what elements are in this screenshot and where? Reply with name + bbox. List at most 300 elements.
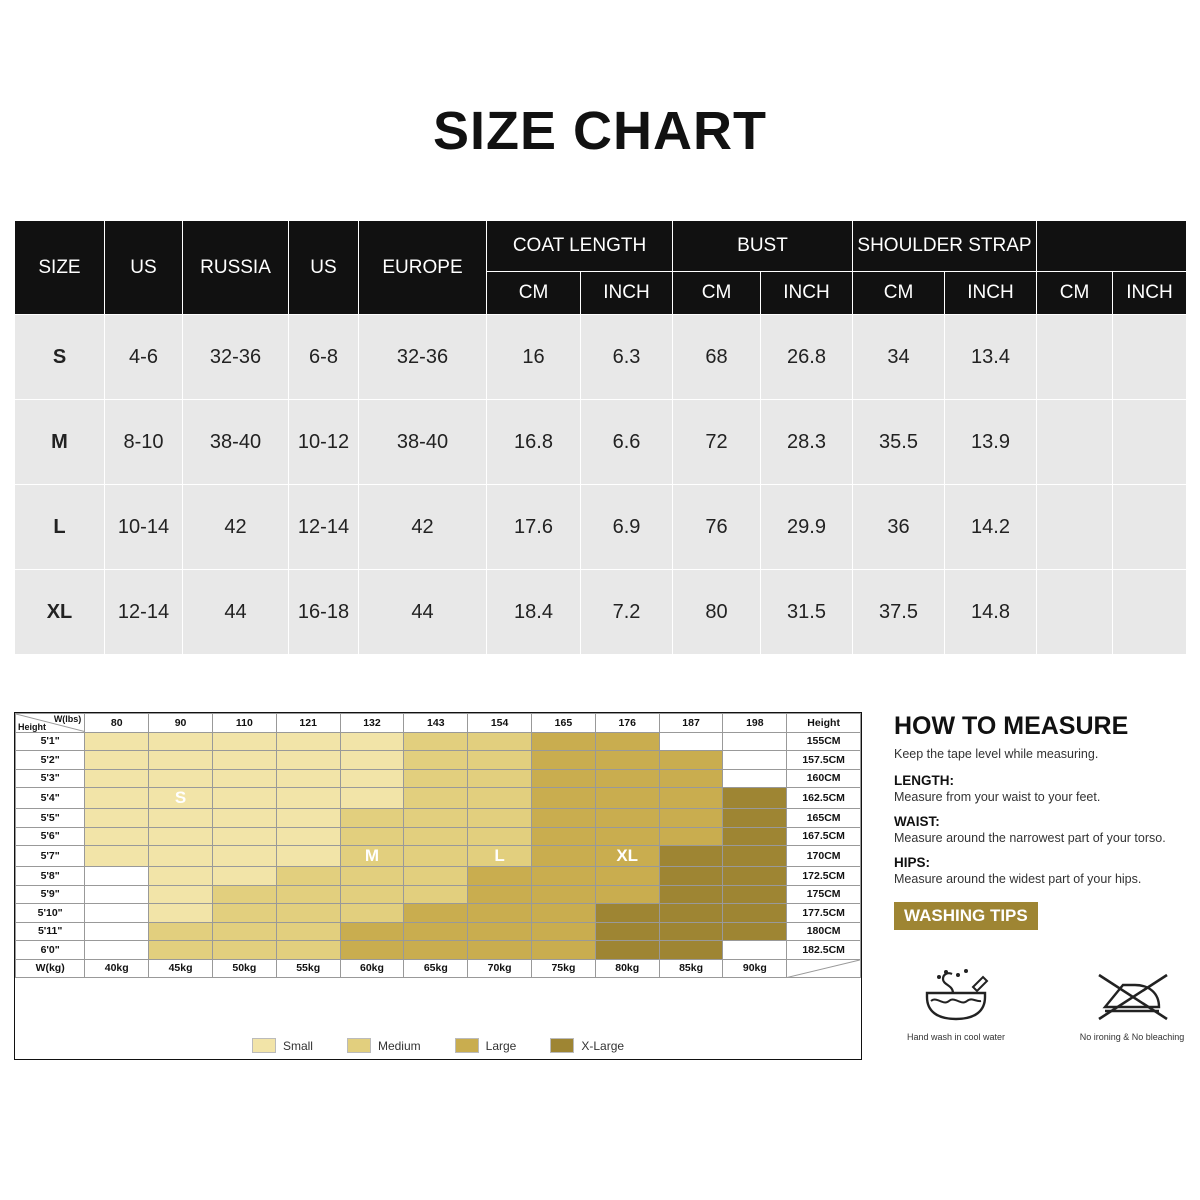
hw-height-cm: 177.5CM xyxy=(787,904,861,923)
hw-height-ft: 5'9" xyxy=(16,885,85,904)
hw-height-ft: 5'10" xyxy=(16,904,85,923)
subheader-coat-inch: INCH xyxy=(581,272,673,315)
hw-cell xyxy=(532,922,596,941)
hw-weight-lbs-header: 110 xyxy=(212,714,276,733)
hw-height-cm: 172.5CM xyxy=(787,867,861,886)
legend-swatch xyxy=(455,1038,479,1053)
hw-cell xyxy=(404,941,468,960)
table-row xyxy=(15,570,1187,655)
hw-weight-lbs-header: 176 xyxy=(595,714,659,733)
hw-cell xyxy=(659,922,723,941)
cell-coat-cm: 16 xyxy=(487,315,581,400)
hw-cell xyxy=(85,788,149,809)
cell-strap-cm: 34 xyxy=(853,315,945,400)
hw-height-cm: 167.5CM xyxy=(787,827,861,846)
hw-cell xyxy=(85,904,149,923)
cell-europe: 44 xyxy=(359,570,487,655)
hw-cell xyxy=(212,788,276,809)
hw-cell xyxy=(212,941,276,960)
hw-cell xyxy=(532,732,596,751)
cell-bust-inch: 31.5 xyxy=(761,570,853,655)
hw-cell xyxy=(468,751,532,770)
cell-extra-inch xyxy=(1113,570,1187,655)
header-coat-length: COAT LENGTH xyxy=(487,221,673,272)
cell-bust-inch: 26.8 xyxy=(761,315,853,400)
hw-cell xyxy=(595,751,659,770)
height-weight-legend xyxy=(15,1038,861,1053)
hw-cell xyxy=(212,904,276,923)
cell-russia: 38-40 xyxy=(183,400,289,485)
cell-us2: 10-12 xyxy=(289,400,359,485)
hw-height-ft: 5'3" xyxy=(16,769,85,788)
hw-cell xyxy=(276,922,340,941)
hw-cell xyxy=(404,885,468,904)
hw-cell xyxy=(595,885,659,904)
hw-row xyxy=(16,788,861,809)
hw-height-ft: 5'8" xyxy=(16,867,85,886)
no-iron-item xyxy=(1070,967,1194,1042)
hw-cell xyxy=(276,809,340,828)
hw-cell xyxy=(595,809,659,828)
hw-cell xyxy=(149,751,213,770)
hw-weight-lbs-header: 80 xyxy=(85,714,149,733)
cell-strap-cm: 36 xyxy=(853,485,945,570)
hw-cell xyxy=(212,846,276,867)
hw-cell xyxy=(149,846,213,867)
hw-header-row xyxy=(16,714,861,733)
legend-swatch xyxy=(347,1038,371,1053)
cell-bust-inch: 29.9 xyxy=(761,485,853,570)
hw-cell xyxy=(404,827,468,846)
hw-cell xyxy=(340,885,404,904)
hw-cell xyxy=(404,732,468,751)
table-row xyxy=(15,400,1187,485)
hw-cell xyxy=(723,788,787,809)
hw-cell xyxy=(340,732,404,751)
hw-cell xyxy=(595,769,659,788)
hw-row xyxy=(16,751,861,770)
cell-extra-cm xyxy=(1037,485,1113,570)
hw-row xyxy=(16,827,861,846)
hw-cell xyxy=(468,809,532,828)
hw-cell xyxy=(723,732,787,751)
cell-europe: 32-36 xyxy=(359,315,487,400)
measure-label-waist: WAIST: xyxy=(894,814,940,829)
hw-row xyxy=(16,732,861,751)
hw-height-cm: 175CM xyxy=(787,885,861,904)
subheader-bust-cm: CM xyxy=(673,272,761,315)
hw-cell xyxy=(149,885,213,904)
wash-icon-row xyxy=(894,967,1194,1042)
subheader-bust-inch: INCH xyxy=(761,272,853,315)
subheader-strap-cm: CM xyxy=(853,272,945,315)
cell-size: M xyxy=(15,400,105,485)
cell-russia: 32-36 xyxy=(183,315,289,400)
no-iron-caption: No ironing & No bleaching xyxy=(1079,1032,1185,1042)
legend-swatch xyxy=(550,1038,574,1053)
cell-coat-cm: 16.8 xyxy=(487,400,581,485)
hw-cell xyxy=(149,809,213,828)
no-iron-no-bleach-icon xyxy=(1089,967,1175,1025)
hw-cell xyxy=(723,867,787,886)
hw-row xyxy=(16,846,861,867)
hw-cell xyxy=(723,827,787,846)
cell-size: S xyxy=(15,315,105,400)
header-europe: EUROPE xyxy=(359,221,487,315)
hw-height-cm: 170CM xyxy=(787,846,861,867)
hw-cell xyxy=(340,751,404,770)
hw-cell xyxy=(532,941,596,960)
hw-row xyxy=(16,809,861,828)
hw-cell xyxy=(659,788,723,809)
hw-cell xyxy=(404,922,468,941)
cell-europe: 38-40 xyxy=(359,400,487,485)
hw-weight-kg: 80kg xyxy=(595,959,659,978)
subheader-strap-inch: INCH xyxy=(945,272,1037,315)
cell-coat-inch: 7.2 xyxy=(581,570,673,655)
height-weight-table xyxy=(15,713,861,978)
header-bust: BUST xyxy=(673,221,853,272)
hw-cell xyxy=(212,769,276,788)
legend-item xyxy=(550,1038,624,1053)
table-row xyxy=(15,315,1187,400)
hw-row xyxy=(16,867,861,886)
measure-label-length: LENGTH: xyxy=(894,773,954,788)
cell-coat-inch: 6.9 xyxy=(581,485,673,570)
hw-weight-kg: 75kg xyxy=(532,959,596,978)
hw-cell xyxy=(85,922,149,941)
hw-cell xyxy=(723,846,787,867)
hw-height-cm: 155CM xyxy=(787,732,861,751)
hw-cell xyxy=(532,827,596,846)
hw-height-ft: 5'5" xyxy=(16,809,85,828)
hw-weight-lbs-header: 143 xyxy=(404,714,468,733)
hw-cell xyxy=(659,732,723,751)
hw-weight-kg: 65kg xyxy=(404,959,468,978)
hw-cell xyxy=(532,751,596,770)
hw-cell xyxy=(659,751,723,770)
hw-height-ft: 5'11" xyxy=(16,922,85,941)
measure-label-hips: HIPS: xyxy=(894,855,931,870)
hw-weight-lbs-header: 187 xyxy=(659,714,723,733)
hw-cell xyxy=(85,769,149,788)
hw-cell xyxy=(404,846,468,867)
hw-cell xyxy=(212,867,276,886)
cell-us2: 12-14 xyxy=(289,485,359,570)
hw-cell xyxy=(595,922,659,941)
cell-us1: 8-10 xyxy=(105,400,183,485)
table-row xyxy=(15,485,1187,570)
hw-cell xyxy=(276,732,340,751)
legend-item xyxy=(347,1038,421,1053)
hw-cell xyxy=(532,788,596,809)
cell-strap-cm: 35.5 xyxy=(853,400,945,485)
hw-cell xyxy=(532,885,596,904)
cell-russia: 42 xyxy=(183,485,289,570)
hw-cell xyxy=(659,809,723,828)
hw-cell xyxy=(404,769,468,788)
hw-height-cm: 180CM xyxy=(787,922,861,941)
hw-cell xyxy=(340,788,404,809)
hw-height-header: Height xyxy=(787,714,861,733)
legend-item xyxy=(455,1038,517,1053)
hw-weight-kg: 50kg xyxy=(212,959,276,978)
how-to-measure-heading: HOW TO MEASURE xyxy=(894,712,1129,740)
hw-cell xyxy=(532,809,596,828)
measure-desc-length: Measure from your waist to your feet. xyxy=(894,790,1101,804)
hw-cell xyxy=(404,904,468,923)
hw-cell xyxy=(276,867,340,886)
hw-cell xyxy=(149,827,213,846)
hw-cell xyxy=(468,885,532,904)
hw-cell xyxy=(468,904,532,923)
hw-height-ft: 5'2" xyxy=(16,751,85,770)
cell-extra-inch xyxy=(1113,485,1187,570)
cell-us1: 12-14 xyxy=(105,570,183,655)
subheader-extra-inch: INCH xyxy=(1113,272,1187,315)
hw-row xyxy=(16,922,861,941)
hw-cell xyxy=(85,809,149,828)
cell-extra-inch xyxy=(1113,315,1187,400)
cell-extra-cm xyxy=(1037,400,1113,485)
cell-strap-cm: 37.5 xyxy=(853,570,945,655)
size-table xyxy=(14,220,1187,655)
hw-row xyxy=(16,769,861,788)
hw-weight-kg: 45kg xyxy=(149,959,213,978)
cell-extra-inch xyxy=(1113,400,1187,485)
page-title: SIZE CHART xyxy=(433,101,767,161)
hw-cell xyxy=(340,809,404,828)
hw-weight-kg: 90kg xyxy=(723,959,787,978)
hw-cell xyxy=(340,922,404,941)
hw-cell xyxy=(276,941,340,960)
hw-height-ft: 5'7" xyxy=(16,846,85,867)
hw-weight-lbs-header: 121 xyxy=(276,714,340,733)
hw-cell xyxy=(149,922,213,941)
hw-cell xyxy=(595,941,659,960)
hw-cell xyxy=(723,751,787,770)
cell-strap-inch: 14.2 xyxy=(945,485,1037,570)
hw-cell xyxy=(85,732,149,751)
hw-corner-cell: W(lbs) Height xyxy=(16,714,85,733)
hw-weight-lbs-header: 132 xyxy=(340,714,404,733)
how-to-measure-panel xyxy=(894,712,1194,1042)
hw-cell xyxy=(723,922,787,941)
hw-weight-kg-label: W(kg) xyxy=(16,959,85,978)
cell-bust-cm: 68 xyxy=(673,315,761,400)
cell-coat-cm: 18.4 xyxy=(487,570,581,655)
header-us-1: US xyxy=(105,221,183,315)
hw-cell: M xyxy=(340,846,404,867)
hw-footer-row xyxy=(16,959,861,978)
hw-cell xyxy=(595,788,659,809)
hw-height-ft: 6'0" xyxy=(16,941,85,960)
hw-weight-kg: 85kg xyxy=(659,959,723,978)
hw-cell xyxy=(212,809,276,828)
hw-cell xyxy=(659,867,723,886)
hw-cell xyxy=(532,867,596,886)
hw-weight-kg: 60kg xyxy=(340,959,404,978)
hw-cell xyxy=(532,904,596,923)
hw-cell xyxy=(276,885,340,904)
hw-cell xyxy=(276,827,340,846)
hw-cell xyxy=(723,904,787,923)
hw-cell xyxy=(276,904,340,923)
hw-height-cm: 165CM xyxy=(787,809,861,828)
hw-cell xyxy=(85,867,149,886)
cell-bust-cm: 80 xyxy=(673,570,761,655)
hw-cell xyxy=(340,867,404,886)
hw-cell xyxy=(468,769,532,788)
legend-label: Small xyxy=(282,1038,313,1053)
hw-corner-cell-2 xyxy=(787,959,861,978)
hw-cell xyxy=(149,769,213,788)
cell-europe: 42 xyxy=(359,485,487,570)
hw-cell xyxy=(532,846,596,867)
hw-cell xyxy=(404,867,468,886)
height-weight-chart xyxy=(14,712,862,1060)
hw-cell xyxy=(468,941,532,960)
hw-cell xyxy=(276,769,340,788)
hw-cell xyxy=(149,904,213,923)
hw-cell xyxy=(404,751,468,770)
header-russia: RUSSIA xyxy=(183,221,289,315)
hw-cell xyxy=(340,941,404,960)
hw-weight-lbs-header: 90 xyxy=(149,714,213,733)
hw-cell xyxy=(276,788,340,809)
hw-weight-lbs-header: 198 xyxy=(723,714,787,733)
cell-bust-cm: 76 xyxy=(673,485,761,570)
hw-row xyxy=(16,941,861,960)
subheader-extra-cm: CM xyxy=(1037,272,1113,315)
hw-height-ft: 5'4" xyxy=(16,788,85,809)
hw-cell xyxy=(85,751,149,770)
cell-coat-inch: 6.3 xyxy=(581,315,673,400)
legend-label: Medium xyxy=(377,1038,421,1053)
subheader-coat-cm: CM xyxy=(487,272,581,315)
hw-row xyxy=(16,904,861,923)
hw-cell xyxy=(468,827,532,846)
hw-cell xyxy=(595,732,659,751)
hw-cell xyxy=(149,732,213,751)
hw-cell xyxy=(212,732,276,751)
hw-cell xyxy=(340,904,404,923)
legend-swatch xyxy=(252,1038,276,1053)
measure-desc-hips: Measure around the widest part of your hips. xyxy=(894,872,1142,886)
cell-us2: 6-8 xyxy=(289,315,359,400)
legend-label: X-Large xyxy=(581,1038,625,1053)
header-extra xyxy=(1037,221,1187,272)
hw-height-cm: 162.5CM xyxy=(787,788,861,809)
legend-item xyxy=(252,1038,313,1053)
hw-cell xyxy=(659,904,723,923)
hw-cell xyxy=(212,922,276,941)
hw-height-ft: 5'1" xyxy=(16,732,85,751)
hw-cell xyxy=(659,885,723,904)
hw-cell xyxy=(340,769,404,788)
hw-cell xyxy=(468,788,532,809)
cell-bust-cm: 72 xyxy=(673,400,761,485)
hw-cell xyxy=(340,827,404,846)
hw-cell xyxy=(532,769,596,788)
hw-height-cm: 160CM xyxy=(787,769,861,788)
hw-cell xyxy=(468,732,532,751)
bottom-section xyxy=(14,712,1186,1062)
hw-cell xyxy=(276,751,340,770)
hand-wash-icon xyxy=(913,967,999,1025)
header-size: SIZE xyxy=(15,221,105,315)
cell-strap-inch: 14.8 xyxy=(945,570,1037,655)
hw-cell xyxy=(723,941,787,960)
cell-size: XL xyxy=(15,570,105,655)
hw-cell xyxy=(723,809,787,828)
cell-strap-inch: 13.4 xyxy=(945,315,1037,400)
hw-cell xyxy=(404,788,468,809)
cell-us2: 16-18 xyxy=(289,570,359,655)
hw-weight-kg: 70kg xyxy=(468,959,532,978)
hw-cell xyxy=(659,846,723,867)
cell-extra-cm xyxy=(1037,570,1113,655)
hw-row xyxy=(16,885,861,904)
hw-cell xyxy=(85,941,149,960)
cell-russia: 44 xyxy=(183,570,289,655)
hw-cell xyxy=(85,885,149,904)
hw-cell xyxy=(659,769,723,788)
hw-cell xyxy=(595,904,659,923)
cell-bust-inch: 28.3 xyxy=(761,400,853,485)
hw-weight-lbs-header: 165 xyxy=(532,714,596,733)
hw-weight-kg: 55kg xyxy=(276,959,340,978)
hw-cell xyxy=(659,941,723,960)
hw-cell xyxy=(212,751,276,770)
hw-cell xyxy=(723,885,787,904)
hw-cell xyxy=(468,922,532,941)
hw-cell: L xyxy=(468,846,532,867)
cell-size: L xyxy=(15,485,105,570)
hw-cell xyxy=(595,827,659,846)
cell-extra-cm xyxy=(1037,315,1113,400)
hw-weight-kg: 40kg xyxy=(85,959,149,978)
hw-cell xyxy=(468,867,532,886)
how-to-measure-subtitle: Keep the tape level while measuring. xyxy=(894,747,1099,761)
hw-height-ft: 5'6" xyxy=(16,827,85,846)
hw-cell xyxy=(723,769,787,788)
hw-cell xyxy=(404,809,468,828)
cell-us1: 4-6 xyxy=(105,315,183,400)
hw-weight-lbs-header: 154 xyxy=(468,714,532,733)
hw-cell xyxy=(149,867,213,886)
header-us-2: US xyxy=(289,221,359,315)
header-shoulder-strap: SHOULDER STRAP xyxy=(853,221,1037,272)
measure-desc-waist: Measure around the narrowest part of your torso. xyxy=(894,831,1166,845)
hw-cell xyxy=(659,827,723,846)
hw-cell xyxy=(85,846,149,867)
cell-coat-inch: 6.6 xyxy=(581,400,673,485)
cell-coat-cm: 17.6 xyxy=(487,485,581,570)
hw-cell xyxy=(212,827,276,846)
hw-cell xyxy=(212,885,276,904)
hw-cell: XL xyxy=(595,846,659,867)
hw-height-cm: 157.5CM xyxy=(787,751,861,770)
cell-strap-inch: 13.9 xyxy=(945,400,1037,485)
hw-cell xyxy=(85,827,149,846)
table-group-header-row xyxy=(15,221,1187,272)
hw-cell xyxy=(595,867,659,886)
legend-label: Large xyxy=(485,1038,517,1053)
washing-tips-badge: WASHING TIPS xyxy=(894,902,1038,930)
hw-cell xyxy=(276,846,340,867)
hand-wash-caption: Hand wash in cool water xyxy=(906,1032,1006,1042)
